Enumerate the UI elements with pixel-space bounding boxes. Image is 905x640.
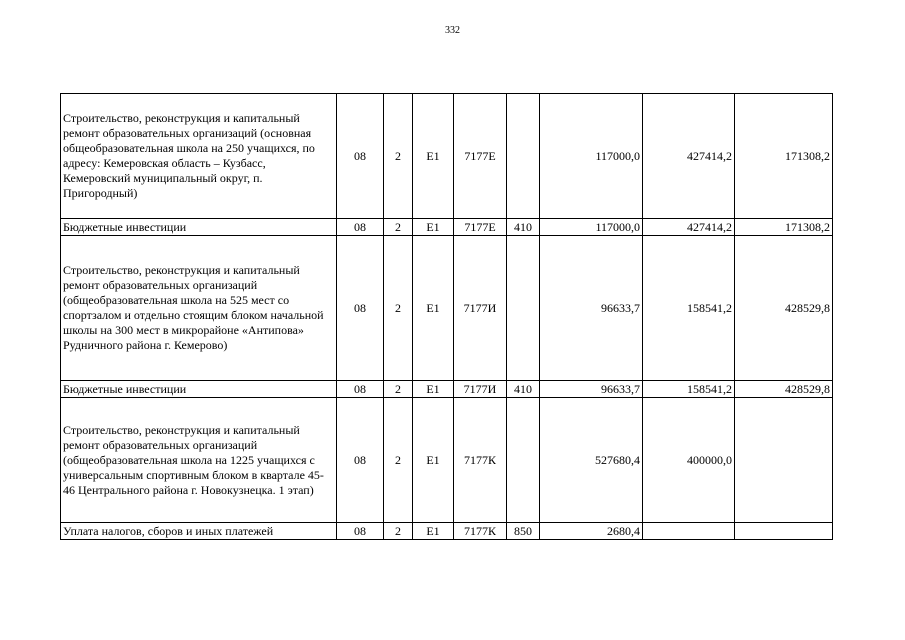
program-cell: Е1 [413,398,454,523]
value-2-cell: 400000,0 [643,398,735,523]
value-3-cell [735,523,833,540]
subsection-cell: 2 [384,219,413,236]
table-row [61,398,833,523]
value-2-cell [643,523,735,540]
section-cell: 08 [337,523,384,540]
subsection-cell: 2 [384,381,413,398]
value-2-cell: 158541,2 [643,236,735,381]
target-cell: 7177И [454,236,507,381]
program-cell: Е1 [413,236,454,381]
page-number: 332 [445,25,460,36]
target-cell: 7177И [454,381,507,398]
expense-type-cell [507,236,540,381]
target-cell: 7177К [454,398,507,523]
table-row [61,381,833,398]
value-3-cell: 428529,8 [735,236,833,381]
value-2-cell: 158541,2 [643,381,735,398]
table-row [61,94,833,219]
value-3-cell: 171308,2 [735,219,833,236]
section-cell: 08 [337,398,384,523]
expense-type-cell: 410 [507,219,540,236]
value-2-cell: 427414,2 [643,94,735,219]
section-cell: 08 [337,381,384,398]
budget-table [60,93,833,540]
program-cell: Е1 [413,94,454,219]
value-1-cell: 117000,0 [540,219,643,236]
section-cell: 08 [337,236,384,381]
row-name: Строительство, реконструкция и капитальный ремонт образовательных организаций (общеобразовательная школа на 1225 учащихся с универсальным спортивным блоком в квартале 45-46 Центрального района г. Новокузнецка. 1 этап) [61,398,337,523]
row-name: Уплата налогов, сборов и иных платежей [61,523,337,540]
value-1-cell: 2680,4 [540,523,643,540]
value-3-cell: 171308,2 [735,94,833,219]
value-1-cell: 117000,0 [540,94,643,219]
row-name: Бюджетные инвестиции [61,219,337,236]
expense-type-cell [507,94,540,219]
row-name: Строительство, реконструкция и капитальный ремонт образовательных организаций (общеобразовательная школа на 525 мест со спортзалом и отдельно стоящим блоком начальной школы на 300 мест в микрорайоне «Антипова» Рудничного района г. Кемерово) [61,236,337,381]
section-cell: 08 [337,94,384,219]
target-cell: 7177К [454,523,507,540]
table-row [61,236,833,381]
expense-type-cell [507,398,540,523]
value-1-cell: 96633,7 [540,236,643,381]
target-cell: 7177Е [454,94,507,219]
row-name: Бюджетные инвестиции [61,381,337,398]
row-name: Строительство, реконструкция и капитальный ремонт образовательных организаций (основная общеобразовательная школа на 250 учащихся, по адресу: Кемеровская область – Кузбасс, Кемеровский муниципальный округ, п. Пригородный) [61,94,337,219]
value-3-cell: 428529,8 [735,381,833,398]
value-1-cell: 96633,7 [540,381,643,398]
value-1-cell: 527680,4 [540,398,643,523]
program-cell: Е1 [413,219,454,236]
target-cell: 7177Е [454,219,507,236]
table-row [61,219,833,236]
expense-type-cell: 850 [507,523,540,540]
subsection-cell: 2 [384,523,413,540]
value-2-cell: 427414,2 [643,219,735,236]
table-row [61,523,833,540]
section-cell: 08 [337,219,384,236]
subsection-cell: 2 [384,398,413,523]
expense-type-cell: 410 [507,381,540,398]
value-3-cell [735,398,833,523]
subsection-cell: 2 [384,236,413,381]
subsection-cell: 2 [384,94,413,219]
program-cell: Е1 [413,381,454,398]
program-cell: Е1 [413,523,454,540]
